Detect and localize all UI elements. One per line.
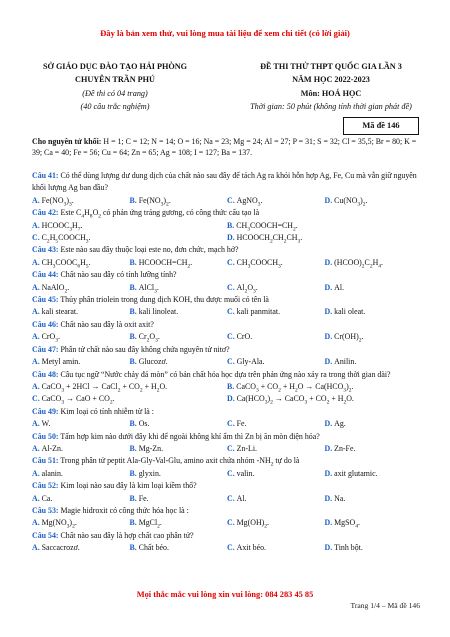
- answer-option: [227, 468, 325, 480]
- option-letter: D.: [324, 518, 335, 528]
- time-limit: Thời gian: 50 phút (không tính thời gian phát đề): [250, 102, 412, 112]
- option-text: Ca.: [41, 493, 53, 503]
- answer-options: [32, 356, 422, 368]
- option-letter: C.: [227, 332, 237, 342]
- answer-options: [32, 331, 422, 343]
- answer-options: [32, 517, 422, 529]
- option-text: $HCOOCH_2CH_2CH_3$.: [236, 233, 303, 245]
- option-text: CaCO$_3$ + 2HCl → CaCl$_2$ + $CO_2 + H_2O$.: [41, 381, 168, 394]
- option-letter: A.: [32, 443, 42, 453]
- option-text: Tinh bột.: [334, 543, 363, 553]
- option-text: Os.: [138, 419, 150, 429]
- question-text: Chất nào sau đây có tính lưỡng tính?: [58, 270, 177, 280]
- answer-options: [32, 493, 422, 505]
- question-stem: [32, 455, 422, 467]
- answer-option: [227, 257, 325, 269]
- option-letter: D.: [324, 332, 335, 342]
- option-text: Mg-Zn.: [138, 443, 164, 453]
- answer-option: [32, 443, 130, 455]
- answer-option: [325, 195, 423, 207]
- answer-option: [227, 517, 325, 529]
- answer-option: [227, 443, 325, 455]
- answer-option: [32, 356, 130, 368]
- option-text: kali panmitat.: [236, 307, 281, 317]
- answer-options: [32, 306, 422, 318]
- question-stem: [32, 344, 422, 356]
- answer-options: [32, 468, 422, 480]
- answer-option: [130, 195, 228, 207]
- answer-option: [325, 493, 423, 505]
- answer-option: [130, 331, 228, 343]
- question-stem: [32, 170, 422, 195]
- option-letter: C.: [227, 257, 237, 267]
- answer-option: [325, 306, 423, 318]
- answer-option: [227, 542, 325, 554]
- question-number: Câu 46:: [32, 319, 59, 329]
- option-text: Saccacrozơ.: [41, 543, 80, 553]
- option-text: $Cr_2O_3$.: [138, 332, 160, 344]
- question-number: Câu 52:: [32, 481, 59, 491]
- question-text: Tấm hợp kim nào dưới đây khi để ngoài không khí ẩm thì Zn bị ăn mòn điện hóa?: [58, 431, 320, 441]
- question-text: Este $C_4H_8O_2$ có phản ứng tráng gương, có công thức cấu tạo là: [58, 208, 260, 220]
- option-text: $CH_3COOCH=CH_2$.: [236, 220, 298, 233]
- option-text: glyxin.: [138, 468, 161, 478]
- contact-notice: Mọi thắc mắc vui lòng xin vui lòng: 084 283 45 85: [136, 590, 314, 599]
- answer-options: [32, 418, 422, 430]
- question-52: [32, 480, 422, 505]
- answer-options: [32, 443, 422, 455]
- option-letter: A.: [32, 257, 42, 267]
- question-number: Câu 54:: [32, 530, 59, 540]
- option-letter: C.: [227, 518, 237, 528]
- option-letter: C.: [227, 282, 237, 292]
- option-text: $HCOOC_3H_7$.: [41, 220, 83, 233]
- question-number: Câu 44:: [32, 270, 59, 280]
- option-text: $CH_3COOC_6H_5$.: [41, 257, 91, 270]
- option-letter: D.: [324, 195, 335, 205]
- answer-option: [227, 418, 325, 430]
- school-year: NĂM HỌC 2022-2023: [292, 75, 370, 85]
- option-letter: A.: [32, 307, 42, 317]
- option-letter: D.: [324, 543, 335, 553]
- option-letter: C.: [32, 394, 42, 404]
- option-text: kali stearat.: [41, 307, 79, 317]
- question-47: [32, 344, 422, 369]
- option-letter: A.: [32, 493, 42, 503]
- option-letter: A.: [32, 419, 42, 429]
- answer-option: [227, 306, 325, 318]
- option-text: AlCl$_3$.: [138, 282, 159, 295]
- question-stem: [32, 480, 422, 492]
- question-54: [32, 530, 422, 555]
- answer-option: [227, 220, 422, 232]
- question-text: Este nào sau đây thuộc loại este no, đơn chức, mạch hở?: [58, 245, 239, 255]
- answer-option: [32, 468, 130, 480]
- option-text: Al.: [334, 282, 345, 292]
- option-letter: A.: [32, 282, 42, 292]
- option-letter: B.: [129, 419, 139, 429]
- answer-option: [227, 232, 422, 244]
- page-count-note: (Đề thi có 04 trang): [82, 88, 148, 98]
- answer-options: [32, 220, 422, 245]
- question-stem: [32, 369, 422, 381]
- option-text: $Cr(OH)_2$.: [334, 332, 364, 344]
- answer-options: [32, 282, 422, 294]
- answer-option: [32, 232, 227, 244]
- question-stem: [32, 505, 422, 517]
- page-footer: Trang 1/4 – Mã đề 146: [350, 601, 420, 610]
- question-51: [32, 455, 422, 480]
- option-letter: C.: [227, 493, 237, 503]
- option-letter: C.: [227, 419, 237, 429]
- answer-option: [130, 418, 228, 430]
- option-letter: C.: [227, 357, 237, 367]
- option-letter: C.: [227, 307, 237, 317]
- option-text: $Mg(NO_3)_2$.: [41, 518, 77, 530]
- question-text: Chất nào sau đây là hợp chất cao phân tử?: [58, 530, 194, 540]
- option-text: Metyl amin.: [41, 357, 81, 367]
- answer-options: [32, 257, 422, 269]
- question-43: [32, 244, 422, 269]
- question-number: Câu 47:: [32, 344, 59, 354]
- question-text: Câu tục ngữ “Nước chảy đá mòn” có bản chất hóa học dựa trên phản ứng nào xảy ra trong thời gian dài?: [58, 369, 391, 379]
- option-letter: A.: [32, 518, 42, 528]
- answer-option: [325, 443, 423, 455]
- answer-option: [325, 282, 423, 294]
- option-letter: D.: [324, 419, 335, 429]
- answer-option: [227, 331, 325, 343]
- option-text: Ag.: [334, 419, 346, 429]
- option-text: Fe.: [236, 419, 247, 429]
- option-text: Glucozơ.: [138, 357, 168, 367]
- answer-options: [32, 381, 422, 406]
- answer-option: [32, 220, 227, 232]
- answer-option: [32, 257, 130, 269]
- option-text: kali linoleat.: [138, 307, 179, 317]
- option-letter: A.: [32, 543, 42, 553]
- option-text: Axit béo.: [236, 543, 267, 553]
- option-letter: B.: [129, 468, 139, 478]
- question-number: Câu 49:: [32, 406, 59, 416]
- option-letter: D.: [324, 257, 335, 267]
- answer-option: [325, 331, 423, 343]
- answer-option: [325, 356, 423, 368]
- answer-option: [32, 331, 130, 343]
- header-school: [25, 60, 205, 114]
- answer-option: [130, 542, 228, 554]
- option-letter: D.: [324, 468, 335, 478]
- option-letter: D.: [227, 394, 237, 404]
- question-number: Câu 51:: [32, 456, 59, 466]
- exam-code-box: Mã đề 146: [343, 117, 419, 135]
- question-text: Kim loại có tính nhiễm từ là :: [58, 406, 154, 416]
- answer-options: [32, 195, 422, 207]
- question-49: [32, 406, 422, 431]
- option-text: Al.: [236, 493, 247, 503]
- question-stem: [32, 319, 422, 331]
- option-text: $(HCOO)_2C_2H_4$.: [334, 257, 384, 270]
- option-letter: B.: [129, 195, 139, 205]
- option-letter: A.: [32, 332, 42, 342]
- option-letter: B.: [129, 518, 139, 528]
- option-text: alanin.: [41, 468, 63, 478]
- option-text: Na.: [334, 493, 346, 503]
- answer-option: [130, 356, 228, 368]
- option-text: valin.: [236, 468, 255, 478]
- answer-option: [130, 468, 228, 480]
- question-50: [32, 431, 422, 456]
- option-text: $HCOOCH=CH_2$.: [138, 257, 193, 270]
- answer-option: [325, 517, 423, 529]
- option-text: CaCO$_3$ + $CO_2 + H_2O \to Ca(HCO_3)_2$.: [236, 381, 354, 394]
- option-letter: B.: [129, 443, 139, 453]
- option-text: CaCO$_3$ → CaO + $CO_2$.: [41, 394, 115, 406]
- question-text: Kim loại nào sau đây là kim loại kiềm thổ?: [58, 481, 197, 491]
- answer-option: [130, 306, 228, 318]
- option-letter: D.: [324, 493, 335, 503]
- answer-option: [325, 468, 423, 480]
- option-letter: D.: [227, 233, 237, 243]
- question-text: Thủy phân triolein trong dung dịch KOH, thu được muối có tên là: [58, 295, 269, 305]
- answer-option: [325, 542, 423, 554]
- option-letter: B.: [129, 543, 139, 553]
- atomic-masses: [32, 136, 420, 158]
- answer-option: [227, 282, 325, 294]
- option-letter: C.: [227, 543, 237, 553]
- option-text: Anilin.: [334, 357, 357, 367]
- answer-option: [130, 493, 228, 505]
- answer-option: [130, 443, 228, 455]
- option-text: $Cu(NO_3)_2$.: [334, 195, 368, 208]
- option-letter: B.: [227, 381, 237, 391]
- option-letter: D.: [324, 357, 335, 367]
- question-stem: [32, 431, 422, 443]
- question-text: Có thể dùng lượng dư dung dịch của chất nào sau đây để tách Ag ra khỏi hỗn hợp Ag, Fe, Cu mà vẫn giữ nguyên khối lượng Ag ban đầu?: [32, 171, 417, 193]
- option-text: axit glutamic.: [334, 468, 378, 478]
- question-number: Câu 45:: [32, 295, 59, 305]
- question-number: Câu 41:: [32, 171, 59, 180]
- question-number: Câu 53:: [32, 505, 59, 515]
- question-number: Câu 50:: [32, 431, 59, 441]
- question-stem: [32, 207, 422, 219]
- option-text: Gly-Ala.: [236, 357, 265, 367]
- exam-title: ĐỀ THI THỬ THPT QUỐC GIA LẦN 3: [260, 62, 402, 71]
- option-letter: D.: [324, 307, 335, 317]
- answer-option: [130, 257, 228, 269]
- answer-option: [32, 517, 130, 529]
- answer-option: [130, 517, 228, 529]
- option-letter: A.: [32, 468, 42, 478]
- question-number: Câu 43:: [32, 245, 59, 255]
- question-count-note: (40 câu trắc nghiệm): [80, 102, 150, 112]
- option-text: NaAlO$_2$.: [41, 282, 70, 295]
- answer-option: [32, 306, 130, 318]
- option-letter: B.: [129, 257, 139, 267]
- option-letter: B.: [129, 307, 139, 317]
- question-stem: [32, 244, 422, 256]
- question-stem: [32, 269, 422, 281]
- answer-option: [325, 257, 423, 269]
- answer-option: [130, 282, 228, 294]
- school-department: SỞ GIÁO DỤC ĐÀO TẠO HẢI PHÒNG: [42, 62, 188, 71]
- option-letter: A.: [32, 220, 42, 230]
- option-letter: D.: [324, 282, 335, 292]
- option-text: MgSO$_4$.: [334, 518, 360, 530]
- header-exam: [226, 60, 436, 114]
- option-letter: B.: [227, 220, 237, 230]
- option-letter: A.: [32, 357, 42, 367]
- answer-option: [325, 418, 423, 430]
- option-letter: C.: [227, 195, 237, 205]
- answer-option: [32, 381, 227, 393]
- answer-option: [227, 356, 325, 368]
- option-letter: C.: [32, 233, 42, 243]
- question-42: [32, 207, 422, 244]
- question-text: Trong phân tử peptit Ala-Gly-Val-Glu, amino axit chứa nhóm $-NH_2$ tự do là: [58, 456, 300, 468]
- option-letter: B.: [129, 282, 139, 292]
- answer-option: [32, 542, 130, 554]
- option-text: Al-Zn.: [41, 443, 63, 453]
- option-letter: B.: [129, 357, 139, 367]
- atomic-masses-label: Cho nguyên tử khối:: [32, 137, 102, 146]
- question-48: [32, 369, 422, 406]
- question-stem: [32, 406, 422, 418]
- option-text: CrO$_3$.: [41, 332, 60, 344]
- question-text: Chất nào sau đây là oxit axit?: [58, 319, 154, 329]
- option-letter: D.: [324, 443, 335, 453]
- answer-option: [32, 282, 130, 294]
- option-text: MgCl$_2$.: [138, 518, 162, 530]
- question-46: [32, 319, 422, 344]
- option-text: W.: [41, 419, 51, 429]
- question-stem: [32, 294, 422, 306]
- preview-notice: Đây là bản xem thử, vui lòng mua tài liệu để xem chi tiết (có lời giải): [100, 28, 350, 38]
- option-text: Zn-Fe.: [334, 443, 356, 453]
- option-letter: B.: [129, 493, 139, 503]
- option-text: $Fe(NO_3)_3$.: [41, 195, 74, 208]
- question-53: [32, 505, 422, 530]
- option-text: Chất béo.: [138, 543, 169, 553]
- option-text: $CH_3COOCH_3$.: [236, 257, 283, 270]
- answer-option: [227, 493, 325, 505]
- question-text: Phân tử chất nào sau đây không chứa nguyên tử nitơ?: [58, 344, 230, 354]
- question-41: [32, 170, 422, 207]
- question-text: Magie hidroxit có công thức hóa học là :: [58, 505, 189, 515]
- option-letter: A.: [32, 381, 42, 391]
- subject: Môn: HOÁ HỌC: [300, 88, 362, 98]
- answer-option: [32, 418, 130, 430]
- option-text: $C_2H_5COOCH_3$.: [41, 233, 91, 245]
- option-text: $Fe(NO_3)_2$.: [138, 195, 171, 208]
- question-number: Câu 42:: [32, 208, 59, 218]
- option-text: Fe.: [138, 493, 149, 503]
- option-text: $Al_2O_3$.: [236, 282, 258, 295]
- option-letter: C.: [227, 468, 237, 478]
- option-text: AgNO$_3$.: [236, 195, 263, 208]
- answer-option: [227, 195, 325, 207]
- answer-option: [32, 493, 130, 505]
- option-text: $Mg(OH)_2$.: [236, 518, 270, 530]
- option-text: CrO.: [236, 332, 253, 342]
- answer-options: [32, 542, 422, 554]
- option-letter: B.: [129, 332, 139, 342]
- option-letter: C.: [227, 443, 237, 453]
- question-45: [32, 294, 422, 319]
- question-number: Câu 48:: [32, 369, 59, 379]
- option-text: kali oleat.: [334, 307, 366, 317]
- option-text: $Ca(HCO_3)_2$ → CaCO$_3$ + $CO_2 + H_2O$.: [236, 394, 354, 406]
- answer-option: [227, 393, 422, 405]
- school-name: CHUYÊN TRẦN PHÚ: [75, 75, 155, 85]
- answer-option: [32, 195, 130, 207]
- question-stem: [32, 530, 422, 542]
- answer-option: [227, 381, 422, 393]
- question-44: [32, 269, 422, 294]
- option-letter: A.: [32, 195, 42, 205]
- option-text: Zn-Li.: [236, 443, 258, 453]
- answer-option: [32, 393, 227, 405]
- question-list: [32, 170, 422, 555]
- atomic-masses-values: H = 1; C = 12; N = 14; O = 16; Na = 23; Mg = 24; Al = 27; P = 31; S = 32; Cl = 35,5; Br = 80; K = 39; Ca = 40; Fe = 56; Cu = 64; Zn = 65; Ag = 108; I = 127; Ba = 137.: [32, 137, 417, 157]
